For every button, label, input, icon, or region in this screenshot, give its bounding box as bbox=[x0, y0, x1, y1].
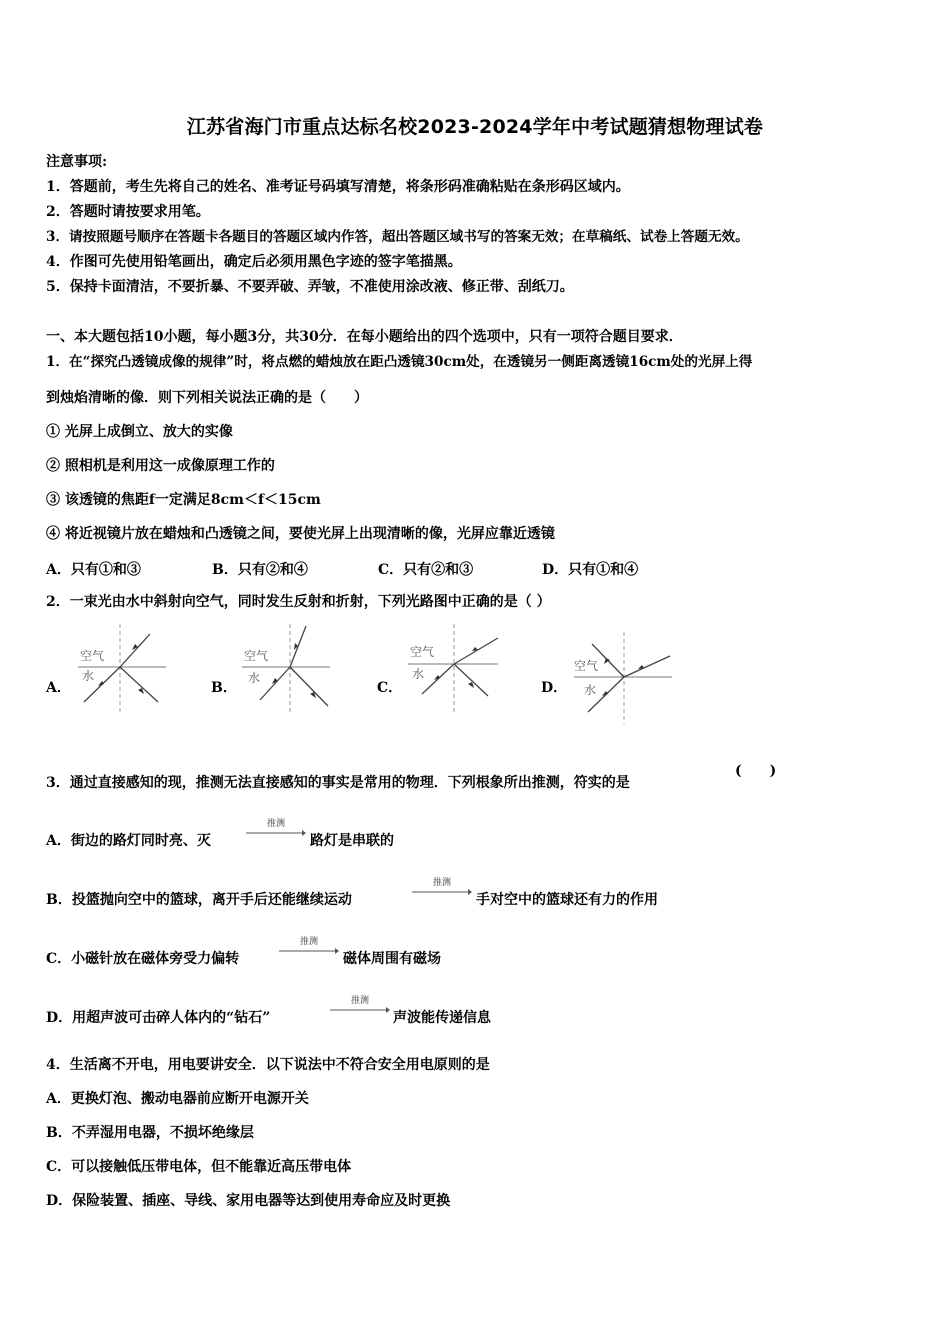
water-label: 水 bbox=[584, 683, 597, 697]
option-letter: D． bbox=[46, 1010, 73, 1026]
infer-arrow bbox=[330, 993, 390, 1019]
notice-item: 4．作图可先使用铅笔画出，确定后必须用黑色字迹的签字笔描黑。 bbox=[46, 254, 462, 270]
arrow-icon bbox=[279, 946, 339, 956]
water-label: 水 bbox=[412, 667, 425, 681]
infer-arrow bbox=[412, 875, 472, 901]
option-letter: C． bbox=[46, 951, 72, 967]
q1-stem-line1: 1．在“探究凸透镜成像的规律”时，将点燃的蜡烛放在距凸透镜30cm处，在透镜另一侧距离透镜16cm处的光屏上得 bbox=[46, 354, 753, 370]
water-label: 水 bbox=[82, 669, 95, 683]
air-label: 空气 bbox=[574, 659, 599, 673]
notice-item: 3．请按照题号顺序在答题卡各题目的答题区域内作答，超出答题区域书写的答案无效；在草稿纸、试卷上答题无效。 bbox=[46, 229, 749, 245]
q3-option-a[interactable] bbox=[46, 832, 211, 850]
arrow-icon bbox=[412, 887, 472, 897]
q4-option-a[interactable]: A．更换灯泡、搬动电器前应断开电源开关 bbox=[46, 1091, 309, 1107]
q1-options bbox=[0, 559, 950, 579]
q1-statement: ① 光屏上成倒立、放大的实像 bbox=[46, 424, 233, 440]
q3-option-b[interactable] bbox=[46, 891, 352, 909]
air-label: 空气 bbox=[410, 645, 435, 659]
arrow-icon bbox=[330, 1005, 390, 1015]
q2-option-a-label[interactable]: A． bbox=[46, 680, 71, 696]
infer-arrow bbox=[279, 934, 339, 960]
option-letter: A． bbox=[46, 833, 71, 849]
water-label: 水 bbox=[248, 671, 261, 685]
notice-item: 2．答题时请按要求用笔。 bbox=[46, 204, 210, 220]
option-premise: 小磁针放在磁体旁受力偏转 bbox=[71, 951, 240, 967]
q2-option-c-label[interactable]: C． bbox=[377, 680, 403, 696]
notice-item: 1．答题前，考生先将自己的姓名、准考证号码填写清楚，将条形码准确粘贴在条形码区域内。 bbox=[46, 179, 630, 195]
q2-diagram-c bbox=[404, 622, 502, 717]
option-premise: 街边的路灯同时亮、灭 bbox=[70, 833, 211, 849]
q3-option-d-conclusion: 声波能传递信息 bbox=[393, 1010, 491, 1026]
q4-stem: 4．生活离不开电，用电要讲安全．以下说法中不符合安全用电原则的是 bbox=[46, 1057, 490, 1073]
option-premise: 投篮抛向空中的篮球，离开手后还能继续运动 bbox=[71, 892, 352, 908]
notice-item: 5．保持卡面清洁，不要折暴、不要弄破、弄皱，不准使用涂改液、修正带、刮纸刀。 bbox=[46, 279, 574, 295]
section-heading: 一、本大题包括10小题，每小题3分，共30分．在每小题给出的四个选项中，只有一项符合题目要求． bbox=[46, 329, 683, 345]
infer-arrow bbox=[246, 816, 306, 842]
q3-answer-paren: ( ) bbox=[735, 763, 777, 779]
q3-option-b-conclusion: 手对空中的篮球还有力的作用 bbox=[476, 892, 658, 908]
infer-arrow-label: 推测 bbox=[299, 937, 318, 947]
q2-stem: 2．一束光由水中斜射向空气，同时发生反射和折射，下列光路图中正确的是（ ） bbox=[46, 594, 551, 610]
q3-option-a-conclusion: 路灯是串联的 bbox=[310, 833, 394, 849]
q2-option-d-label[interactable]: D． bbox=[541, 680, 568, 696]
air-label: 空气 bbox=[244, 649, 269, 663]
air-label: 空气 bbox=[80, 649, 105, 663]
page-title: 江苏省海门市重点达标名校2023-2024学年中考试题猜想物理试卷 bbox=[186, 116, 764, 138]
q3-stem: 3．通过直接感知的现，推测无法直接感知的事实是常用的物理．下列根象所出推测，符实的是 bbox=[46, 775, 630, 791]
infer-arrow-label: 推测 bbox=[350, 996, 369, 1006]
q2-diagram-b bbox=[238, 622, 334, 717]
q4-option-c[interactable]: C．可以接触低压带电体，但不能靠近高压带电体 bbox=[46, 1159, 352, 1175]
q1-option-b[interactable]: B．只有②和④ bbox=[212, 562, 308, 578]
q1-statement: ④ 将近视镜片放在蜡烛和凸透镜之间，要使光屏上出现清晰的像，光屏应靠近透镜 bbox=[46, 526, 555, 542]
q4-option-b[interactable]: B．不弄湿用电器，不损坏绝缘层 bbox=[46, 1125, 254, 1141]
q1-option-a[interactable]: A．只有①和③ bbox=[46, 562, 141, 578]
q3-option-c-conclusion: 磁体周围有磁场 bbox=[343, 951, 441, 967]
infer-arrow-label: 推测 bbox=[432, 878, 451, 888]
option-letter: B． bbox=[46, 892, 72, 908]
arrow-icon bbox=[246, 828, 306, 838]
q1-stem-line2: 到烛焰清晰的像．则下列相关说法正确的是（ ） bbox=[46, 390, 368, 406]
q2-diagram-d bbox=[570, 630, 674, 725]
q1-option-d[interactable]: D．只有①和④ bbox=[542, 562, 639, 578]
option-premise: 用超声波可击碎人体内的“钻石” bbox=[72, 1010, 271, 1026]
q1-statement: ② 照相机是利用这一成像原理工作的 bbox=[46, 458, 275, 474]
notice-heading: 注意事项: bbox=[46, 154, 108, 170]
q4-option-d[interactable]: D．保险装置、插座、导线、家用电器等达到使用寿命应及时更换 bbox=[46, 1193, 451, 1209]
q1-option-c[interactable]: C．只有②和③ bbox=[378, 562, 474, 578]
q2-option-b-label[interactable]: B． bbox=[211, 680, 237, 696]
infer-arrow-label: 推测 bbox=[266, 819, 285, 829]
q3-option-c[interactable] bbox=[46, 950, 239, 968]
q1-statement: ③ 该透镜的焦距f一定满足8cm＜f＜15cm bbox=[46, 492, 321, 508]
q2-diagram-a bbox=[74, 622, 170, 717]
q3-option-d[interactable] bbox=[46, 1009, 270, 1027]
